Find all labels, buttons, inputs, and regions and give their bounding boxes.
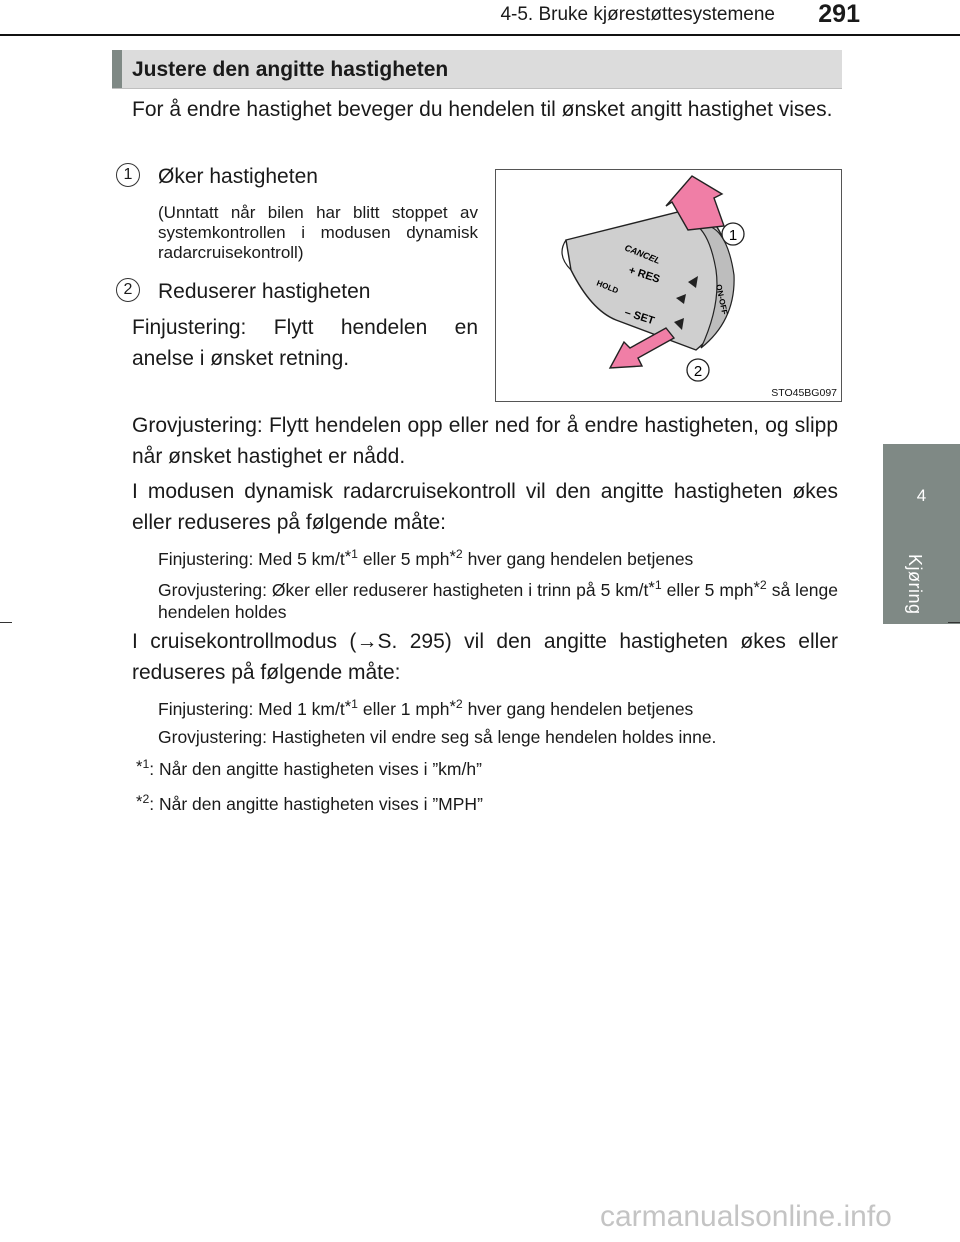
lever-onoff-label: ON-OFF [714,283,730,316]
footnote-2 [136,792,483,815]
lever-illustration [495,169,842,402]
footnote-ref-2: 2 [455,697,463,711]
coarse-adjust-paragraph: Grovjustering: Flytt hendelen opp eller ned for å endre hastigheten, og slipp når ønsket hastighet er nådd. [132,414,838,468]
footnote-star: * [449,547,456,567]
cruise-mode-paragraph [132,626,838,688]
lever-res-label: + RES [627,264,662,286]
footnote-1-text: : Når den angitte hastigheten vises i ”km/h” [149,758,482,779]
callout-2-text: 2 [693,363,703,380]
step-1-badge: 1 [116,163,140,187]
lever-cancel-label: CANCEL [623,242,662,266]
cruise-fine-text-a: Finjustering: Med 1 km/t [158,698,345,719]
lever-hold-label: HOLD [595,278,620,296]
intro-paragraph: For å endre hastighet beveger du hendelen til ønsket angitt hastighet vises. [132,98,833,121]
cruise-intro-text-b: S. 295) vil den angitte hastigheten økes eller reduseres på følgende måte: [132,630,838,684]
footnote-2-mark: 2 [142,792,150,806]
cruise-fine-text-c: hver gang hendelen betjenes [462,698,694,719]
crop-mark-right [948,622,960,623]
radar-fine-line [158,543,838,570]
step-2-label: Reduserer hastigheten [158,280,371,303]
footnote-star: * [136,757,143,777]
fine-adjust-paragraph: Finjustering: Flytt hendelen en anelse i ønsket retning. [132,316,478,370]
footnote-1-mark: 1 [142,757,150,771]
section-heading [112,50,842,89]
radar-coarse-text-c: så lenge hendelen holdes [158,579,838,622]
cruise-intro-text-a: I cruisekontrollmodus ( [132,630,357,653]
running-header-section: 4-5. Bruke kjørestøttesystemene [500,4,775,25]
watermark: carmanualsonline.info [600,1200,892,1233]
chapter-number: 4 [916,486,927,505]
chapter-title: Kjøring [905,554,925,615]
cruise-lever-drawing [496,170,841,401]
lever-set-label: – SET [623,306,656,328]
section-heading-accent [112,50,122,88]
footnote-ref-2: 2 [759,578,767,592]
crop-mark-left [0,622,12,623]
cruise-fine-line [158,693,838,720]
footnote-star: * [344,697,352,717]
footnote-ref-2: 2 [455,547,463,561]
radar-fine-text-b: eller 5 mph [358,548,450,569]
step-1-label: Øker hastigheten [158,165,318,188]
footnote-star: * [648,578,655,598]
footnote-ref-1: 1 [351,697,358,711]
header-divider [0,34,960,36]
step-2-badge: 2 [116,278,140,302]
figure-code: STO45BG097 [771,387,837,399]
reference-arrow-icon: → [356,630,378,653]
decrease-arrow-icon [610,328,674,368]
footnote-ref-1: 1 [351,547,358,561]
radar-coarse-text-a: Grovjustering: Øker eller reduserer hastigheten i trinn på 5 km/t [158,579,649,600]
footnote-ref-1: 1 [654,578,662,592]
footnote-1 [136,757,482,780]
radar-fine-text-a: Finjustering: Med 5 km/t [158,548,345,569]
footnote-star: * [449,697,456,717]
page-number: 291 [818,0,860,28]
callout-1-text: 1 [728,227,738,244]
step-1-note: (Unntatt når bilen har blitt stoppet av systemkontrollen i modusen dynamisk radarcruisekontroll) [158,203,478,262]
footnote-2-text: : Når den angitte hastigheten vises i ”MPH” [149,793,483,814]
footnote-star: * [136,792,143,812]
chapter-tab [883,444,960,624]
radar-mode-paragraph: I modusen dynamisk radarcruisekontroll vil den angitte hastigheten økes eller reduseres på følgende måte: [132,480,838,534]
section-title: Justere den angitte hastigheten [132,58,449,81]
radar-coarse-line [158,574,838,623]
radar-coarse-text-b: eller 5 mph [661,579,754,600]
radar-fine-text-c: hver gang hendelen betjenes [462,548,694,569]
cruise-coarse-line: Grovjustering: Hastigheten vil endre seg så lenge hendelen holdes inne. [158,727,717,747]
footnote-star: * [753,578,760,598]
cruise-fine-text-b: eller 1 mph [358,698,450,719]
footnote-star: * [344,547,352,567]
